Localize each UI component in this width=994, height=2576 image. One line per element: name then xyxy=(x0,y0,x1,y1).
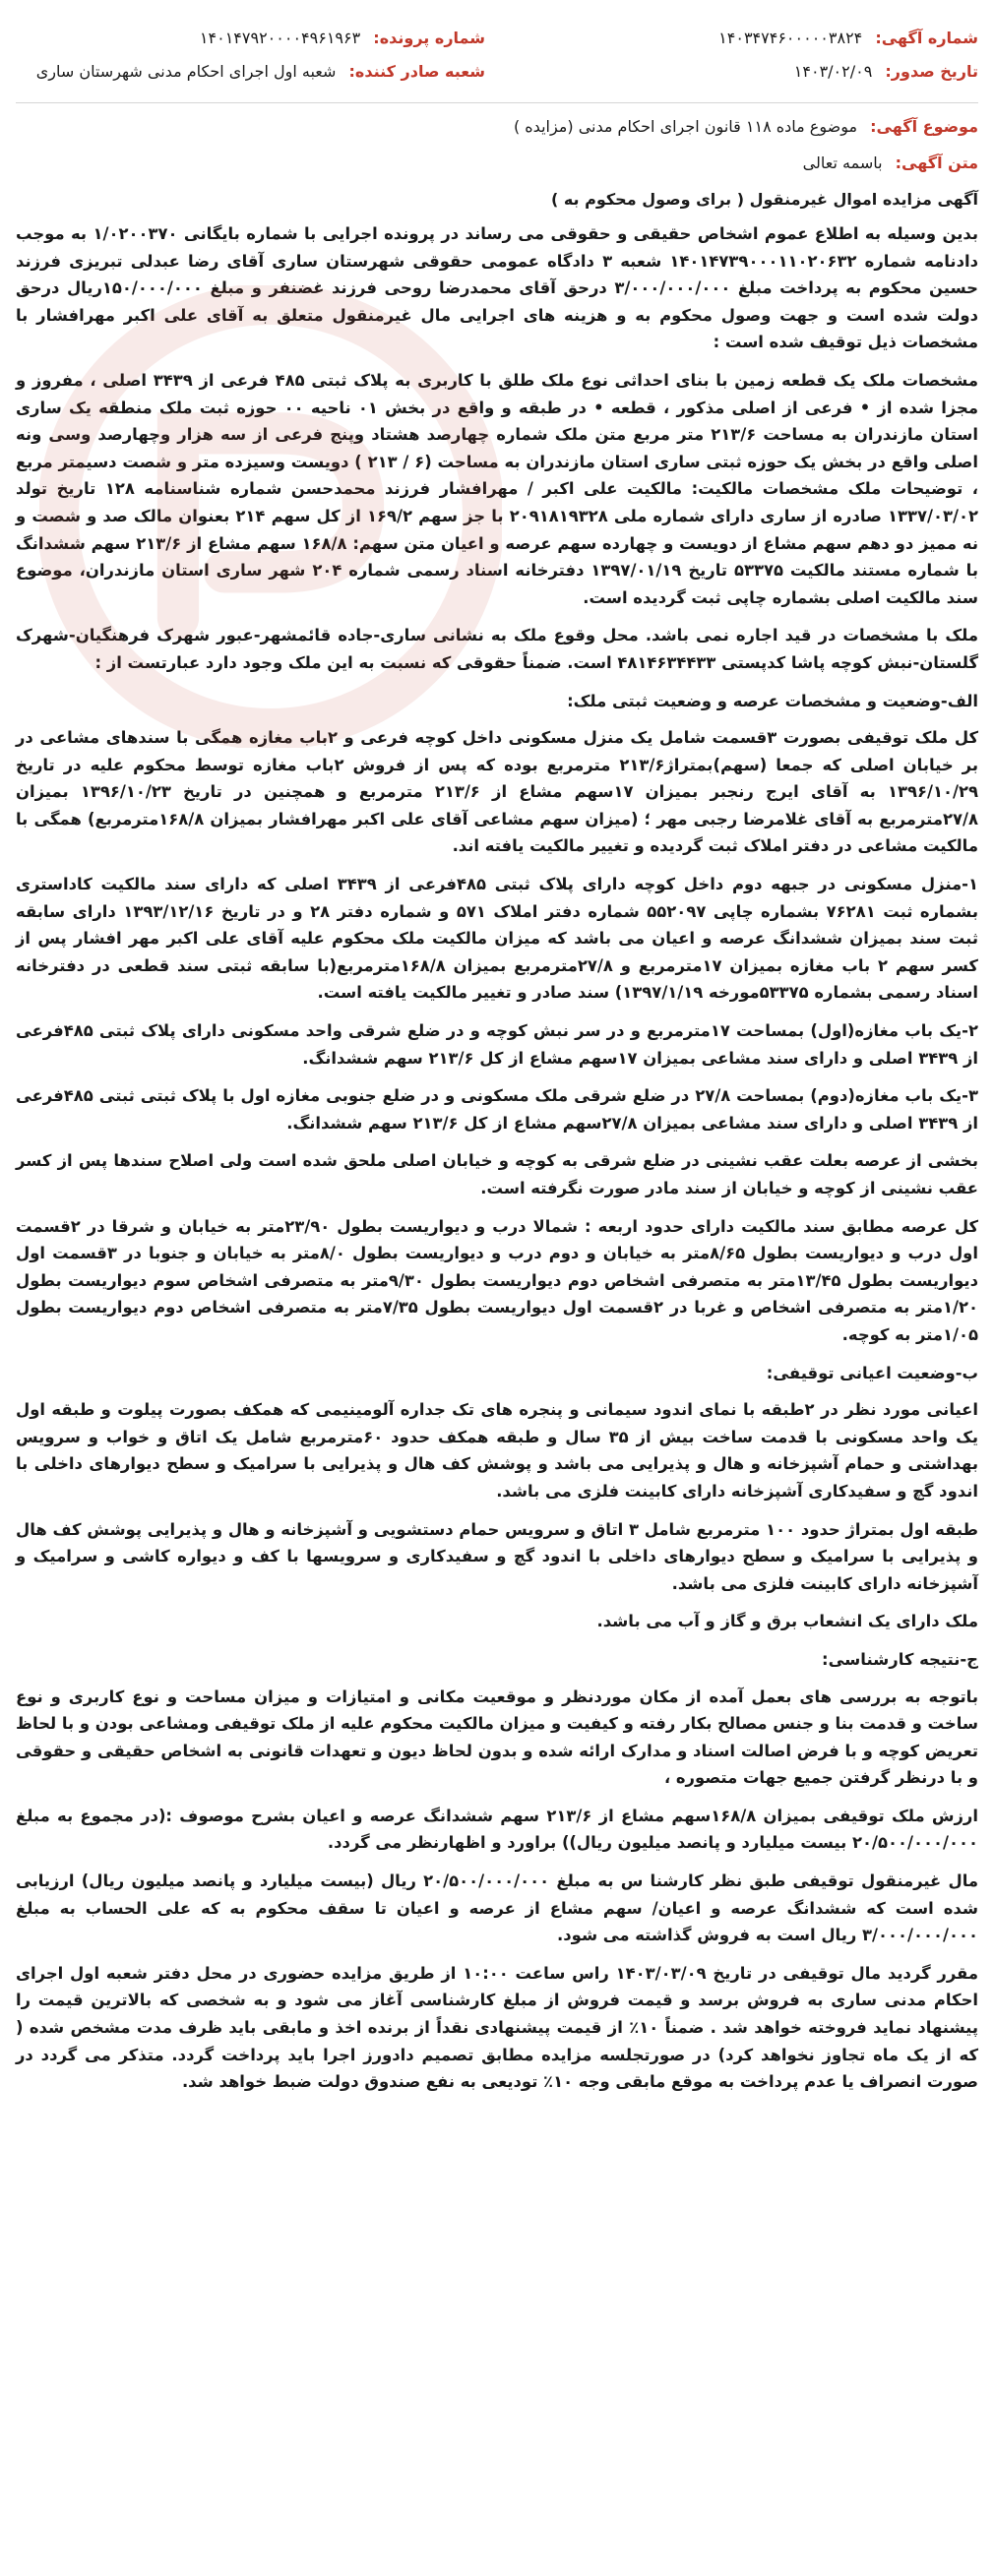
paragraph-12: ملک دارای یک انشعاب برق و گاز و آب می باشد. xyxy=(596,1612,978,1631)
paragraph-4: کل ملک توقیفی بصورت ۳قسمت شامل یک منزل مسکونی داخل کوچه فرعی و ۲باب مغازه همگی با سندهای مشاعی در بر خیابان اصلی که جمعا (سهم)بمتراژ۲۱۳/۶ مترمربع بوده که پس از فروش ۲باب مغازه توسط محکوم علیه در تاریخ ۱۳۹۶/۱۰/۲۹ به آقای ایرج رنجبر بمیزان ۱۷سهم مشاع از ۲۱۳/۶ مترمربع و همچنین در تاریخ ۱۳۹۶/۱۰/۲۳ بمیزان ۲۷/۸مترمربع به آقای غلامرضا رجبی مهر ؛ (میزان سهم مشاعی آقای علی اکبر مهرافشار بمیزان ۱۶۸/۸مترمربع) همگی با مالکیت مشاعی در دفتر املاک ثبت گردیده و تغییر مالکیت یافته اند. xyxy=(16,728,978,856)
issue-date-label: تاریخ صدور: xyxy=(885,62,978,81)
paragraph-14: ارزش ملک توقیفی بمیزان ۱۶۸/۸سهم مشاع از ۲۱۳/۶ سهم ششدانگ عرصه و اعیان بشرح موصوف :(در مجموع به مبلغ ۲۰/۵۰۰/۰۰۰/۰۰۰ بیست میلیارد و پانصد میلیون ریال)) براورد و اظهارنظر می گردد. xyxy=(16,1806,978,1853)
ad-title: آگهی مزایده اموال غیرمنقول ( برای وصول محکوم به ) xyxy=(550,190,978,209)
ad-number xyxy=(509,26,978,51)
issuing-branch-value: شعبه اول اجرای احکام مدنی شهرستان ساری xyxy=(35,62,337,81)
subject-label: موضوع آگهی: xyxy=(870,117,978,136)
header-divider xyxy=(16,102,978,103)
section-b-heading: ب-وضعیت اعیانی توقیفی: xyxy=(766,1363,978,1382)
paragraph-9: کل عرصه مطابق سند مالکیت دارای حدود اربعه : شمالا درب و دیواریست بطول ۲۳/۹۰متر به خیابان و شرقا در ۲قسمت اول درب و دیواریست بطول ۸/۶۵متر به خیابان و دوم درب و دیواریست بطول ۸/۰متر به خیابان و جنوبا در ۳قسمت اول دیواریست بطول ۱۳/۴۵متر به متصرفی اشخاص دوم دیواریست بطول ۹/۳۰متر به متصرفی اشخاص سوم دیواریست بطول ۱/۲۰متر به متصرفی اشخاص و غربا در ۲قسمت اول دیواریست بطول ۷/۳۵متر به متصرفی اشخاص دوم دیواریست بطول ۱/۰۵متر به کوچه. xyxy=(16,1216,978,1344)
paragraph-7: ۳-یک باب مغازه(دوم) بمساحت ۲۷/۸ در ضلع شرقی ملک مسکونی و در ضلع جنوبی مغازه اول با پلاک ثبتی ثبتی ۴۸۵فرعی از ۳۴۳۹ اصلی و دارای سند مشاعی بمیزان ۲۷/۸سهم مشاع از کل ۲۱۳/۶ سهم ششدانگ. xyxy=(16,1086,978,1133)
paragraph-13: باتوجه به بررسی های بعمل آمده از مکان موردنظر و موقعیت مکانی و امتیازات و میزان مساحت و نوع کاربری و نوع ساخت و قدمت بنا و جنس مصالح بکار رفته و کیفیت و میزان مالکیت محکوم علیه از ملک توقیفی ومشاعی بودن و با لحاظ تعریض کوچه و با فرض اصالت اسناد و مدارک ارائه شده و بدون لحاظ دیون و تعهدات قانونی به اشخاص حقیقی و حقوقی و با درنظر گرفتن جمیع جهات متصوره ، xyxy=(16,1687,978,1788)
text-label: متن آگهی: xyxy=(895,153,978,172)
paragraph-11: طبقه اول بمتراژ حدود ۱۰۰ مترمربع شامل ۳ اتاق و سرویس حمام دستشویی و آشپزخانه و هال و پذیرایی پوشش کف هال و پذیرایی با سرامیک و سطح دیوارهای داخلی با اندود گچ و سفیدکاری و سرویسها با کف و دیواره کاشی و سرامیک و آشپزخانه دارای کابینت فلزی می باشد. xyxy=(16,1519,979,1593)
paragraph-5: ۱-منزل مسکونی در جبهه دوم داخل کوچه دارای پلاک ثبتی ۴۸۵فرعی از ۳۴۳۹ اصلی که دارای سند مالکیت کاداستری بشماره ثبت ۷۶۲۸۱ بشماره چاپی ۵۵۲۰۹۷ شماره دفتر املاک ۵۷۱ و شماره دفتر ۲۸ و در تاریخ ۱۳۹۳/۱۲/۱۶ دارای سابقه ثبت سند بمیزان ششدانگ عرصه و اعیان می باشد که میزان مالکیت ملک محکوم علیه آقای علی اکبر مهر افشار پس از کسر سهم ۲ باب مغازه بمیزان ۱۷مترمربع و ۲۷/۸مترمربع بمیزان ۱۶۸/۸مترمربع(با سابقه ثبتی سند قطعی در دفترخانه اسناد رسمی بشماره ۵۳۳۷۵مورخه ۱۳۹۷/۱/۱۹) سند صادر و تغییر مالکیت یافته است. xyxy=(16,875,979,1003)
issuing-branch xyxy=(16,59,485,85)
paragraph-1: بدین وسیله به اطلاع عموم اشخاص حقیقی و حقوقی می رساند در پرونده اجرایی با شماره بایگانی ۱/۰۲۰۰۳۷۰ به موجب دادنامه شماره ۱۴۰۱۴۷۳۹۰۰۰۱۱۰۲۰۶۳۲ شعبه ۳ دادگاه عمومی حقوقی شهرستان ساری آقای رضا عبدلی تبریزی فرزند حسین محکوم به پرداخت مبلغ ۳/۰۰۰/۰۰۰/۰۰۰ درحق آقای محمدرضا روحی فرزند غضنفر و مبلغ ۱۵۰/۰۰۰/۰۰۰ریال درحق دولت شده است و جهت وصول محکوم به و هزینه های اجرایی مال غیرمنقول متعلق به آقای علی اکبر مهرافشار با مشخصات ذیل توقیف شده است : xyxy=(16,224,979,352)
section-c-heading: ج-نتیجه کارشناسی: xyxy=(822,1649,978,1669)
section-a-heading: الف-وضعیت و مشخصات عرصه و وضعیت ثبتی ملک: xyxy=(567,691,978,710)
text-value: باسمه تعالی xyxy=(802,153,883,172)
issue-date xyxy=(509,59,978,85)
header-grid xyxy=(16,26,978,85)
paragraph-2: مشخصات ملک یک قطعه زمین با بنای احداثی نوع ملک طلق با کاربری به پلاک ثبتی ۴۸۵ فرعی از ۳۴۳۹ اصلی ، مفروز و مجزا شده از • فرعی از اصلی مذکور ، قطعه • در طبقه و واقع در بخش ۰۱ ناحیه ۰۰ حوزه ثبت ملک منطقه یک ساری استان مازندران به مساحت ۲۱۳/۶ متر مربع متن ملک شماره چهارصد هشتاد وپنج فرعی از سه هزار وچهارصد وسی ونه اصلی واقع در بخش یک حوزه ثبتی ساری استان مازندران به مساحت (۶ / ۲۱۳ ) دویست وسیزده متر و شصت دسیمتر مربع ، توضیحات ملک مشخصات مالکیت: مالکیت علی اکبر / مهرافشار فرزند محمدحسن شماره شناسنامه ۱۲۸ تاریخ تولد ۱۳۳۷/۰۳/۰۲ صادره از ساری دارای شماره ملی ۲۰۹۱۸۱۹۳۲۸ با جز سهم ۱۶۹/۲ از کل سهم ۲۱۴ بعنوان مالک صد و شصت و نه ممیز دو دهم سهم مشاع از دویست و چهارده سهم عرصه و اعیان متن سهم: ۱۶۸/۸ سهم مشاع از ۲۱۳/۶ سهم ششدانگ با شماره مستند مالکیت ۵۳۳۷۵ تاریخ ۱۳۹۷/۰۱/۱۹ دفترخانه اسناد رسمی شماره ۲۰۴ شهر ساری استان مازندران، موضوع سند مالکیت اصلی بشماره چاپی ثبت گردیده است. xyxy=(16,370,979,607)
paragraph-10: اعیانی مورد نظر در ۲طبقه با نمای اندود سیمانی و پنجره های تک جداره آلومینیمی که همکف بصورت پیلوت و طبقه اول یک واحد مسکونی با قدمت ساخت بیش از ۳۵ سال و طبقه همکف حدود ۶۰مترمربع شامل یک اتاق و خواب و سرویس بهداشتی و حمام آشپزخانه و هال و پذیرایی می باشد و پوشش کف هال و پذیرایی با سرامیک و سطح دیوارهای داخلی با اندود گچ و سفیدکاری آشپزخانه دارای کابینت فلزی می باشد. xyxy=(16,1400,979,1501)
paragraph-3: ملک با مشخصات در قید اجاره نمی باشد. محل وقوع ملک به نشانی ساری-جاده قائمشهر-عبور شهرک فرهنگیان-شهرک گلستان-نبش کوچه پاشا کدپستی ۴۸۱۴۶۳۴۴۳۳ است. ضمناً حقوقی که نسبت به این ملک وجود دارد عبارتست از : xyxy=(16,626,978,672)
issue-date-value: ۱۴۰۳/۰۲/۰۹ xyxy=(793,62,873,81)
subject-value: موضوع ماده ۱۱۸ قانون اجرای احکام مدنی (مزایده ) xyxy=(513,117,858,136)
case-number xyxy=(16,26,485,51)
text-line xyxy=(16,150,978,176)
paragraph-15: مال غیرمنقول توقیفی طبق نظر کارشنا س به مبلغ ۲۰/۵۰۰/۰۰۰/۰۰۰ ریال (بیست میلیارد و پانصد میلیون ریال) ارزیابی شده است که ششدانگ عرصه و اعیان/ سهم مشاع از عرصه و اعیان تا سقف محکوم به که علی الحساب به مبلغ ۳/۰۰۰/۰۰۰/۰۰۰ ریال است به فروش گذاشته می شود. xyxy=(16,1871,978,1945)
paragraph-8: بخشی از عرصه بعلت عقب نشینی در ضلع شرقی به کوچه و خیابان اصلی ملحق شده است ولی اصلاح سندها پس از کسر عقب نشینی از کوچه و خیابان از سند مادر صورت نگرفته است. xyxy=(16,1151,978,1197)
case-number-value: ۱۴۰۱۴۷۹۲۰۰۰۰۴۹۶۱۹۶۳ xyxy=(199,29,361,47)
subject-line xyxy=(16,113,978,140)
paragraph-16: مقرر گردید مال توقیفی در تاریخ ۱۴۰۳/۰۳/۰۹ راس ساعت ۱۰:۰۰ از طریق مزایده حضوری در محل دفتر شعبه اول اجرای احکام مدنی ساری به فروش برسد و قیمت فروش از مبلغ کارشناسی آغاز می شود و به شخصی که بالاترین قیمت را پیشنهاد نماید فروخته خواهد شد . ضمناً ۱۰٪ از قیمت پیشنهادی نقداً از برنده اخذ و مابقی باید ظرف مدت مشخص شده ( که از یک ماه تجاوز نخواهد کرد) در صورتجلسه مزایده مطابق تصمیم دادورز اجرا باید پرداخت گردد. متذکر می گردد در صورت انصراف یا عدم پرداخت به موقع مابقی وجه ۱۰٪ تودیعی به نفع صندوق دولت ضبط خواهد شد. xyxy=(16,1963,978,2092)
case-number-label: شماره پرونده: xyxy=(373,29,485,47)
ad-number-label: شماره آگهی: xyxy=(875,29,978,47)
ad-number-value: ۱۴۰۳۴۷۴۶۰۰۰۰۰۳۸۲۴ xyxy=(718,29,863,47)
paragraph-6: ۲-یک باب مغازه(اول) بمساحت ۱۷مترمربع و در سر نبش کوچه و در ضلع شرقی واحد مسکونی دارای پلاک ثبتی ۴۸۵فرعی از ۳۴۳۹ اصلی و دارای سند مشاعی بمیزان ۱۷سهم مشاع از کل ۲۱۳/۶ سهم ششدانگ. xyxy=(16,1021,978,1068)
issuing-branch-label: شعبه صادر کننده: xyxy=(348,62,485,81)
